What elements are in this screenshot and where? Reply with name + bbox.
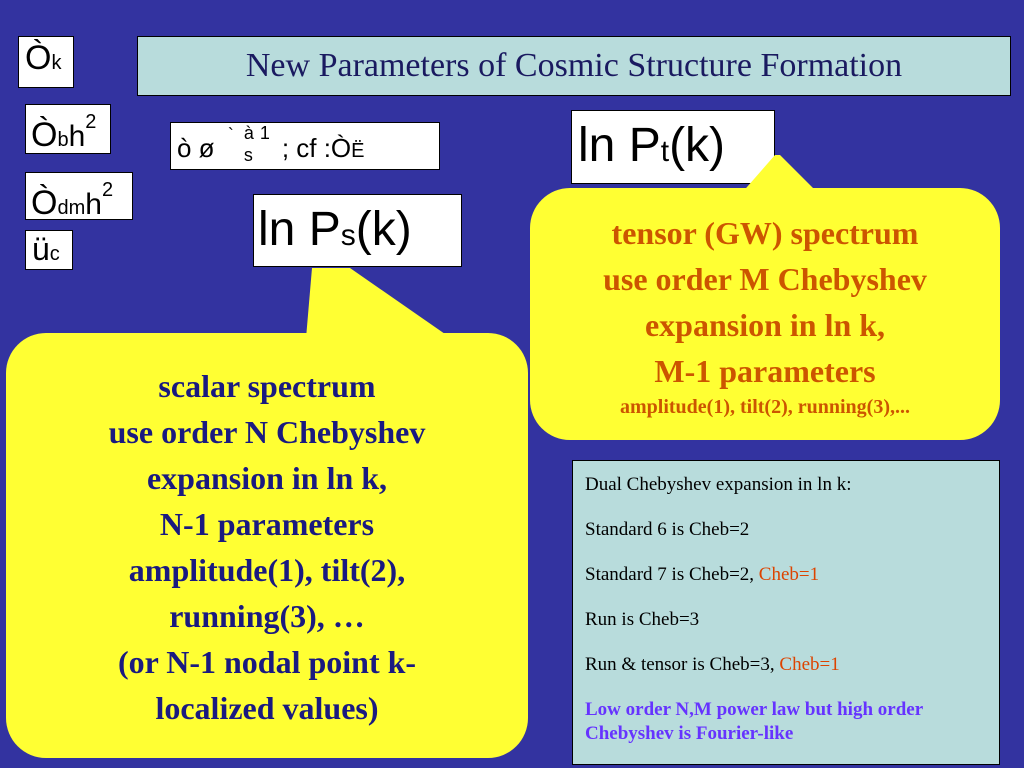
tensor-line: expansion in ln k, [644,307,886,343]
scalar-line: N-1 parameters [159,506,375,542]
subscript-dm: dm [57,197,86,219]
scalar-line: scalar spectrum [158,368,376,404]
scalar-line: amplitude(1), tilt(2), [128,552,406,588]
tensor-line: use order M Chebyshev [603,261,927,297]
info-line [585,563,989,587]
omega-glyph: Ò [31,184,58,222]
info-text: Standard 7 is Cheb=2, [585,564,759,585]
subscript-c: c [49,243,60,265]
scalar-line: (or N-1 nodal point k- [117,644,417,680]
tensor-line: M-1 parameters [654,353,876,389]
formula-last: Ë [351,140,365,162]
formula-rest: ; cf :Ò [281,133,352,163]
info-accent: Cheb=1 [779,654,840,675]
formula-left: ò ø [177,133,215,163]
omega-glyph: Ò [25,39,52,77]
info-accent: Cheb=1 [758,564,820,585]
nu-glyph: ü [32,231,50,267]
scalar-line: expansion in ln k, [146,460,388,496]
h-glyph: h [85,188,102,221]
formula-s: s [243,145,253,165]
formula-one: 1 [259,123,270,143]
info-footnote: Low order N,M power law but high order Chebyshev is Fourier-like [585,699,923,744]
info-heading: Dual Chebyshev expansion in ln k: [585,474,852,495]
omega-glyph: Ò [31,116,58,154]
tensor-line: tensor (GW) spectrum [611,215,919,251]
slide-title: New Parameters of Cosmic Structure Formation [137,36,1011,96]
info-text: Run & tensor is Cheb=3, [585,654,780,675]
p-text: P [628,119,661,172]
ln-text: ln [258,203,296,256]
superscript-2: 2 [101,179,114,201]
arg-text: (k) [355,203,412,256]
scalar-line: use order N Chebyshev [108,414,426,450]
tensor-small-line: amplitude(1), tilt(2), running(3),... [620,396,910,418]
info-line: Standard 6 is Cheb=2 [585,519,750,540]
arg-text: (k) [669,119,726,172]
formula-a: à [243,123,254,143]
info-line [585,653,989,677]
h-glyph: h [68,120,86,153]
p-text: P [308,203,341,256]
tensor-spectrum-callout [530,188,1000,440]
scalar-spectrum-callout [6,333,528,758]
superscript-2: 2 [85,111,97,133]
info-line: Run is Cheb=3 [585,609,700,630]
ln-text: ln [578,119,616,172]
formula-stack: ` à 1 s [227,123,270,165]
subscript-s: s [340,219,356,252]
chebyshev-info-box [572,460,1000,765]
subscript-t: t [660,135,670,168]
subscript-b: b [57,129,69,151]
scalar-line: localized values) [155,690,379,726]
subscript-k: k [51,52,62,74]
scalar-line: running(3), … [169,598,365,634]
